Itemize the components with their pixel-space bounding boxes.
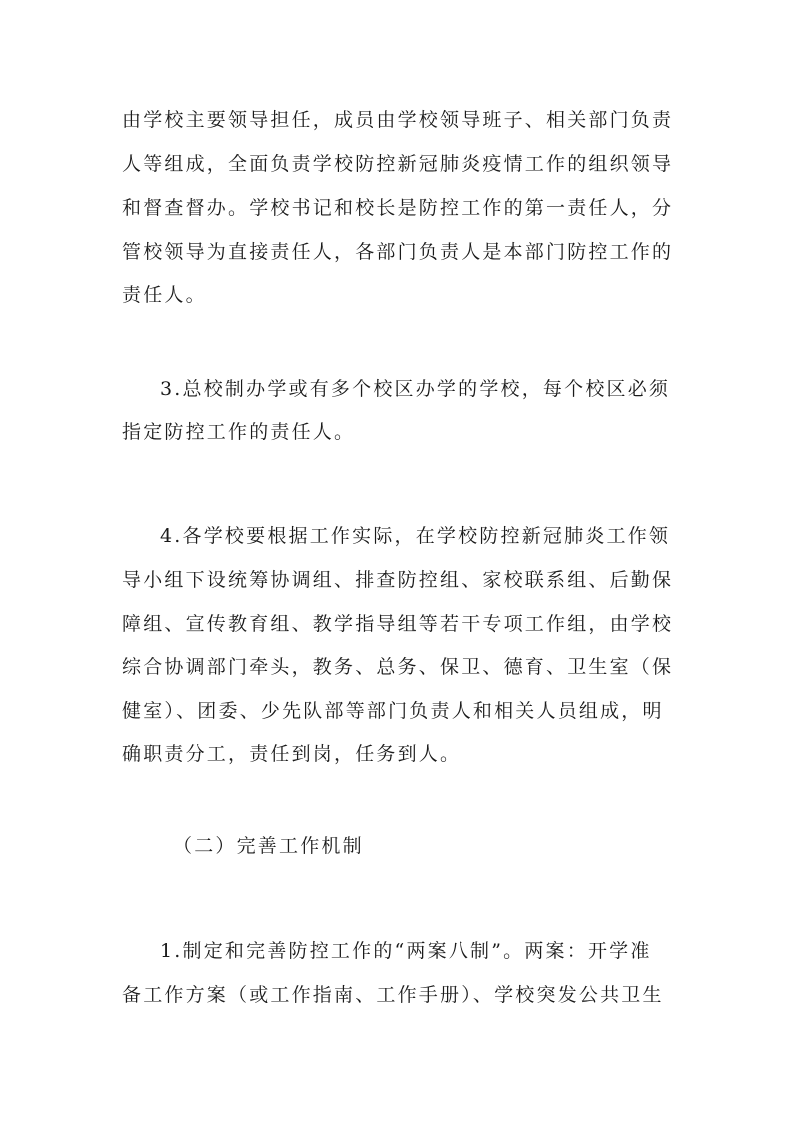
text-line: 障组、宣传教育组、教学指导组等若干专项工作组，由学校 — [122, 613, 674, 635]
section-heading: （二）完善工作机制 — [173, 835, 364, 857]
text-line: 管校领导为直接责任人，各部门负责人是本部门防控工作的 — [122, 241, 674, 263]
text-line: 人等组成，全面负责学校防控新冠肺炎疫情工作的组织领导 — [122, 153, 674, 175]
text-line: 备工作方案（或工作指南、工作手册）、学校突发公共卫生 — [122, 984, 664, 1006]
text-line: 4.各学校要根据工作实际，在学校防控新冠肺炎工作领 — [160, 525, 671, 547]
text-line: 由学校主要领导担任，成员由学校领导班子、相关部门负责 — [122, 109, 674, 131]
text-line: 1.制定和完善防控工作的“两案八制”。两案：开学准 — [160, 940, 652, 962]
text-line: 3.总校制办学或有多个校区办学的学校，每个校区必须 — [160, 378, 671, 400]
text-line: 指定防控工作的责任人。 — [122, 421, 356, 443]
text-line: 和督查督办。学校书记和校长是防控工作的第一责任人，分 — [122, 197, 674, 219]
text-line: 综合协调部门牵头，教务、总务、保卫、德育、卫生室（保 — [122, 656, 674, 678]
text-line: 健室）、团委、少先队部等部门负责人和相关人员组成，明 — [122, 700, 664, 722]
text-line: 导小组下设统筹协调组、排查防控组、家校联系组、后勤保 — [122, 569, 674, 591]
text-line: 确职责分工，责任到岗，任务到人。 — [122, 743, 462, 765]
text-line: 责任人。 — [122, 284, 207, 306]
